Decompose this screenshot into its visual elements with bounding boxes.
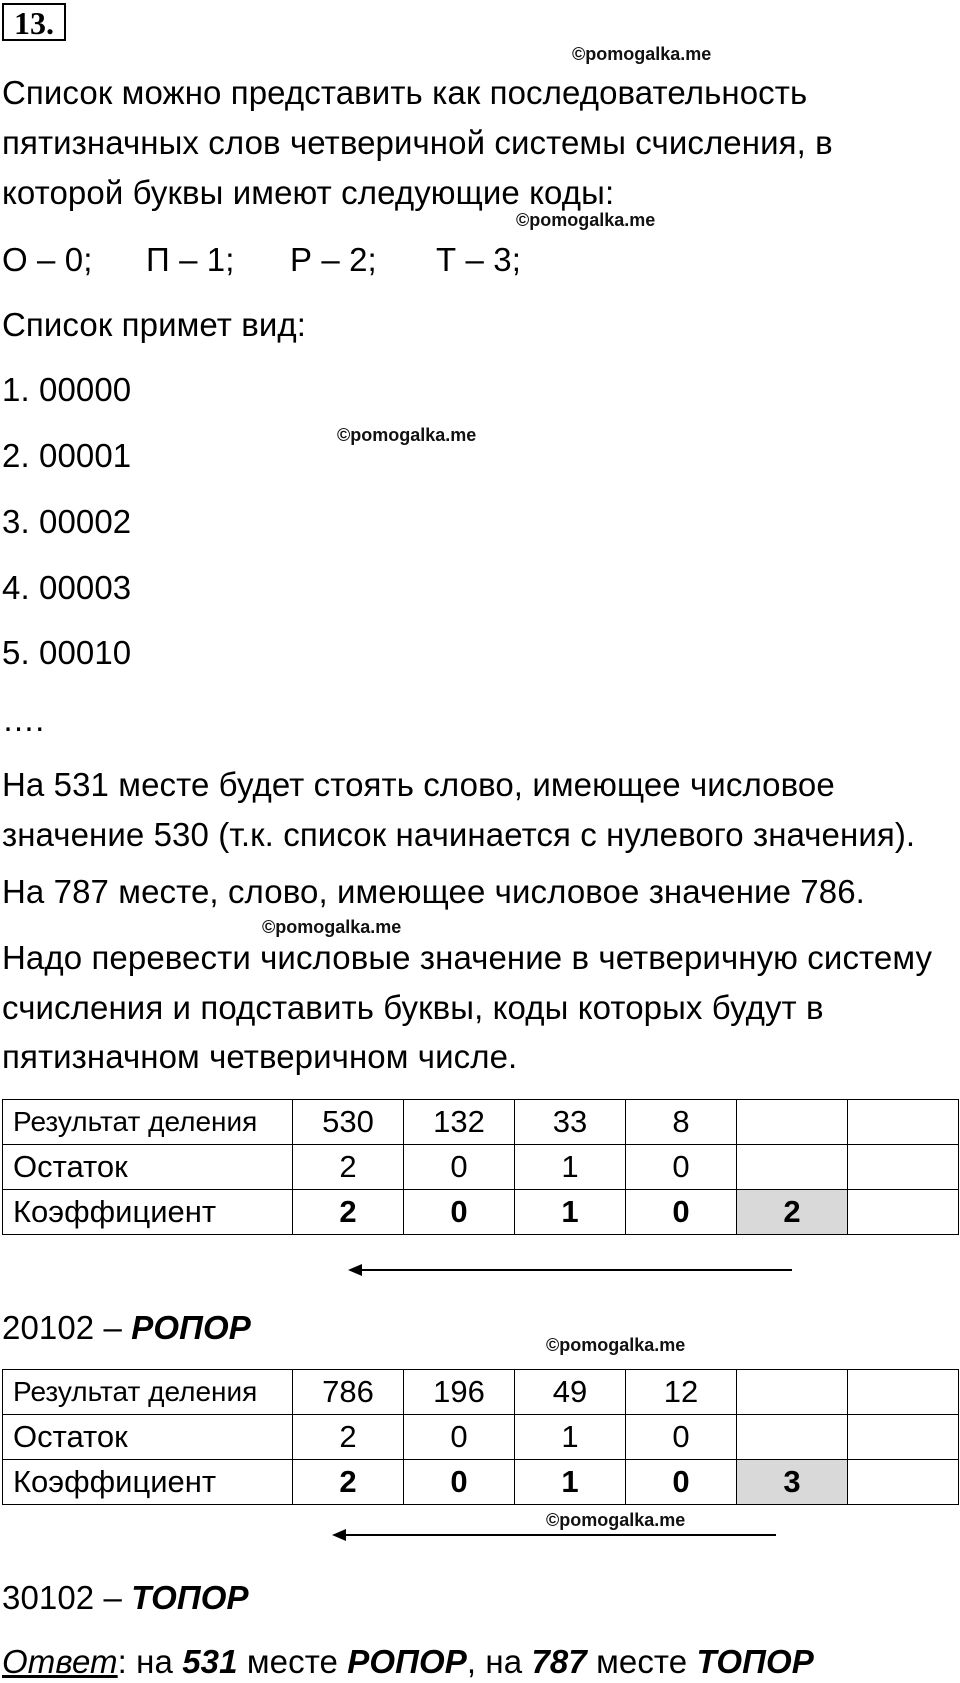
intro-line: пятизначных слов четверичной системы счисления, в [2, 124, 833, 161]
answer-text: месте [586, 1643, 697, 1680]
coefficient-cell: 0 [626, 1190, 737, 1235]
answer-number: 531 [182, 1643, 238, 1680]
para2: На 787 месте, слово, имеющее числовое значение 786. [2, 873, 865, 910]
row-label: Остаток [3, 1415, 293, 1460]
remainder-cell [737, 1145, 848, 1190]
table-row-coefficients [3, 1460, 959, 1505]
list-item: 5. 00010 [2, 634, 132, 671]
remainder-cell [737, 1415, 848, 1460]
para3-line: пятизначном четверичном числе. [2, 1038, 518, 1075]
result-word: РОПОР [131, 1309, 251, 1346]
remainder-cell: 0 [404, 1415, 515, 1460]
row-label: Результат деления [3, 1370, 293, 1415]
quotient-cell: 196 [404, 1370, 515, 1415]
quotient-cell: 49 [515, 1370, 626, 1415]
quotient-cell [737, 1370, 848, 1415]
para3-line: счисления и подставить буквы, коды которых будут в [2, 989, 824, 1026]
code-o: О – 0; [2, 241, 93, 278]
division-table-786 [2, 1369, 959, 1505]
table-row-coefficients [3, 1190, 959, 1235]
coefficient-cell: 2 [293, 1460, 404, 1505]
watermark: ©pomogalka.me [516, 210, 656, 230]
result-number: 30102 – [2, 1579, 132, 1616]
coefficient-cell [848, 1460, 959, 1505]
answer-text: : на [117, 1643, 183, 1680]
quotient-cell [737, 1100, 848, 1145]
code-t: Т – 3; [436, 241, 521, 278]
remainder-cell: 2 [293, 1145, 404, 1190]
result-line-1 [2, 1308, 251, 1348]
answer-number: 787 [531, 1643, 587, 1680]
list-item: 1. 00000 [2, 371, 132, 408]
remainder-cell: 1 [515, 1145, 626, 1190]
remainder-cell [848, 1415, 959, 1460]
coefficient-cell: 1 [515, 1190, 626, 1235]
quotient-cell: 33 [515, 1100, 626, 1145]
result-word: ТОПОР [131, 1579, 249, 1616]
answer-text: , на [466, 1643, 532, 1680]
list-item: 3. 00002 [2, 503, 132, 540]
row-label: Результат деления [3, 1100, 293, 1145]
remainder-cell [848, 1145, 959, 1190]
coefficient-cell: 0 [404, 1190, 515, 1235]
coefficient-cell-highlighted: 2 [737, 1190, 848, 1235]
quotient-cell [848, 1100, 959, 1145]
quotient-cell: 132 [404, 1100, 515, 1145]
left-arrow-icon [348, 1263, 792, 1277]
row-label: Коэффициент [3, 1190, 293, 1235]
remainder-cell: 0 [626, 1145, 737, 1190]
intro-line: которой буквы имеют следующие коды: [2, 174, 615, 211]
remainder-cell: 2 [293, 1415, 404, 1460]
coefficient-cell: 0 [404, 1460, 515, 1505]
coefficient-cell: 1 [515, 1460, 626, 1505]
coefficient-cell-highlighted: 3 [737, 1460, 848, 1505]
watermark: ©pomogalka.me [337, 425, 477, 445]
result-number: 20102 – [2, 1309, 132, 1346]
row-label: Коэффициент [3, 1460, 293, 1505]
list-heading: Список примет вид: [2, 306, 307, 343]
quotient-cell: 786 [293, 1370, 404, 1415]
watermark: ©pomogalka.me [546, 1510, 686, 1530]
ellipsis: …. [2, 701, 45, 738]
table-row-remainders [3, 1415, 959, 1460]
task-number: 13. [2, 3, 66, 41]
remainder-cell: 0 [626, 1415, 737, 1460]
code-r: Р – 2; [290, 241, 377, 278]
list-item: 2. 00001 [2, 437, 132, 474]
watermark: ©pomogalka.me [262, 917, 402, 937]
para3-line: Надо перевести числовые значение в четверичную систему [2, 939, 933, 976]
coefficient-cell [848, 1190, 959, 1235]
answer-word: ТОПОР [696, 1643, 814, 1680]
table-row-remainders [3, 1145, 959, 1190]
answer-word: РОПОР [347, 1643, 467, 1680]
table-row-quotients [3, 1370, 959, 1415]
intro-line: Список можно представить как последовательность [2, 74, 808, 111]
table-row-quotients [3, 1100, 959, 1145]
watermark: ©pomogalka.me [546, 1335, 686, 1355]
answer-label: Ответ [2, 1643, 118, 1680]
remainder-cell: 1 [515, 1415, 626, 1460]
code-p: П – 1; [146, 241, 235, 278]
coefficient-cell: 0 [626, 1460, 737, 1505]
answer-line [2, 1642, 814, 1682]
left-arrow-icon [332, 1528, 776, 1542]
remainder-cell: 0 [404, 1145, 515, 1190]
row-label: Остаток [3, 1145, 293, 1190]
quotient-cell: 530 [293, 1100, 404, 1145]
quotient-cell: 8 [626, 1100, 737, 1145]
answer-text: месте [237, 1643, 348, 1680]
division-table-530 [2, 1099, 959, 1235]
watermark: ©pomogalka.me [572, 44, 712, 64]
quotient-cell: 12 [626, 1370, 737, 1415]
para1-line: значение 530 (т.к. список начинается с нулевого значения). [2, 816, 916, 853]
coefficient-cell: 2 [293, 1190, 404, 1235]
para1-line: На 531 месте будет стоять слово, имеющее числовое [2, 766, 835, 803]
list-item: 4. 00003 [2, 569, 132, 606]
quotient-cell [848, 1370, 959, 1415]
result-line-2 [2, 1578, 249, 1618]
